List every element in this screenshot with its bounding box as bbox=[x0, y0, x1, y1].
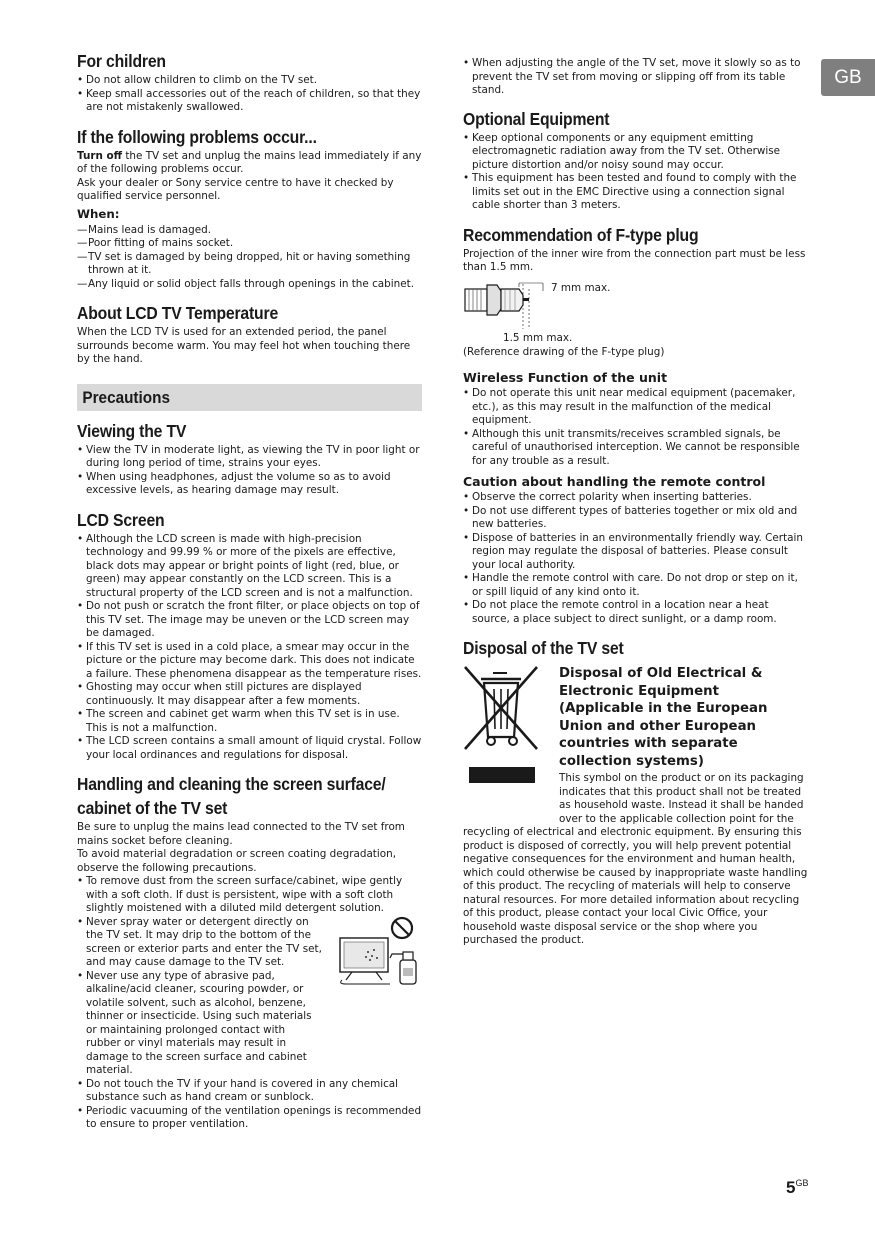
list-item: • To remove dust from the screen surface/cabinet, wipe gently with a soft cloth. If dust is persistent, wipe with a soft cloth slightly moistened with a diluted mild detergent solution. bbox=[77, 875, 422, 916]
section-handling bbox=[77, 773, 422, 1132]
list-item: • Handle the remote control with care. Do not drop or step on it, or spill liquid of any kind onto it. bbox=[463, 572, 808, 599]
list-item: • Periodic vacuuming of the ventilation openings is recommended to ensure to proper ventilation. bbox=[77, 1105, 422, 1132]
section-problems bbox=[77, 126, 422, 292]
section-lcd-screen bbox=[77, 509, 422, 763]
list-item: • Never spray water or detergent directly on the TV set. It may drip to the bottom of the screen or exterior parts and enter the TV set, and may cause damage to the TV set. bbox=[77, 916, 422, 970]
ftype-text: Projection of the inner wire from the connection part must be less than 1.5 mm. bbox=[463, 247, 806, 273]
page-number-value: 5 bbox=[786, 1178, 796, 1197]
section-optional bbox=[463, 108, 808, 213]
disposal-block bbox=[463, 665, 808, 826]
heading-lcd-screen: LCD Screen bbox=[77, 509, 165, 530]
list-item: • When using headphones, adjust the volume so as to avoid excessive levels, as hearing damage may result. bbox=[77, 471, 422, 498]
section-angle bbox=[463, 57, 808, 98]
list-item: • Do not operate this unit near medical equipment (pacemaker, etc.), as this may result in the malfunction of the medical equipment. bbox=[463, 387, 808, 428]
list-item: • Although this unit transmits/receives scrambled signals, be careful of unauthorised interception. We cannot be responsible for any trouble as a result. bbox=[463, 428, 808, 469]
heading-viewing: Viewing the TV bbox=[77, 420, 187, 441]
disposal-text2: recycling of electrical and electronic equipment. By ensuring this product is disposed of correctly, you will help prevent potential negative consequences for the environment and human health, which could otherwise be caused by inappropriate waste handling of this product. The recycling of materials will help to conserve natural resources. For more detailed information about recycling of this product, please contact your local Civic Office, your household waste disposal service or the shop where you purchased the product. bbox=[463, 826, 808, 946]
when-label: When: bbox=[77, 206, 120, 221]
lcd-temperature-text: When the LCD TV is used for an extended period, the panel surrounds become warm. You may feel hot when touching there by the hand. bbox=[77, 326, 411, 365]
list-item: — Any liquid or solid object falls through openings in the cabinet. bbox=[77, 278, 422, 292]
turn-off-label: Turn off bbox=[77, 149, 123, 162]
heading-handling-line2: cabinet of the TV set bbox=[77, 798, 228, 818]
section-remote bbox=[463, 474, 808, 626]
list-item: • Do not push or scratch the front filter, or place objects on top of this TV set. The image may be uneven or the LCD screen may be damaged. bbox=[77, 600, 422, 641]
ftype-diagram bbox=[463, 279, 808, 345]
heading-for-children: For children bbox=[77, 51, 166, 71]
handling-intro2: To avoid material degradation or screen coating degradation, observe the following precautions. bbox=[77, 848, 397, 874]
list-item: • Do not touch the TV if your hand is covered in any chemical substance such as hand cream or sunblock. bbox=[77, 1078, 422, 1105]
ftype-caption: (Reference drawing of the F-type plug) bbox=[463, 345, 665, 358]
right-column bbox=[463, 57, 808, 959]
language-tab: GB bbox=[821, 59, 875, 96]
list-item: • Ghosting may occur when still pictures are displayed continuously. It may disappear after a few moments. bbox=[77, 681, 422, 708]
list-item: • The LCD screen contains a small amount of liquid crystal. Follow your local ordinances and regulations for disposal. bbox=[77, 735, 422, 762]
precautions-band bbox=[77, 384, 422, 411]
left-column bbox=[77, 50, 422, 1143]
list-item: • Never use any type of abrasive pad, alkaline/acid cleaner, scouring powder, or volatile solvent, such as alcohol, benzene, thinner or insecticide. Using such materials or maintaining prolonged contact with rubber or vinyl materials may result in damage to the screen surface and cabinet material. bbox=[77, 970, 422, 1078]
heading-lcd-temperature: About LCD TV Temperature bbox=[77, 303, 279, 323]
precautions-title: Precautions bbox=[82, 387, 170, 407]
list-item: • Do not allow children to climb on the TV set. bbox=[77, 74, 422, 88]
section-disposal bbox=[463, 637, 808, 948]
heading-remote: Caution about handling the remote control bbox=[463, 474, 766, 489]
list-item: • View the TV in moderate light, as viewing the TV in poor light or during long period of time, strains your eyes. bbox=[77, 444, 422, 471]
problems-lead bbox=[77, 150, 422, 177]
handling-intro1: Be sure to unplug the mains lead connected to the TV set from mains socket before cleaning. bbox=[77, 821, 405, 847]
page-number-suffix: GB bbox=[795, 1178, 809, 1188]
heading-disposal: Disposal of the TV set bbox=[463, 638, 624, 658]
disposal-text1: This symbol on the product or on its packaging indicates that this product shall not be treated as household waste. Instead it shall be handed over to the applicable collection point for the bbox=[559, 772, 804, 825]
section-viewing bbox=[77, 420, 422, 498]
heading-handling-line1: Handling and cleaning the screen surface/ bbox=[77, 774, 386, 794]
list-item: • Dispose of batteries in an environmentally friendly way. Certain region may regulate the disposal of batteries. Please consult your local authority. bbox=[463, 532, 808, 573]
list-item: • Observe the correct polarity when inserting batteries. bbox=[463, 491, 808, 505]
list-item: • This equipment has been tested and found to comply with the limits set out in the EMC Directive using a connection signal cable shorter than 3 meters. bbox=[463, 172, 808, 213]
list-item: • When adjusting the angle of the TV set, move it slowly so as to prevent the TV set from moving or slipping off from its table stand. bbox=[463, 57, 808, 98]
ftype-7mm-label: 7 mm max. bbox=[551, 281, 611, 294]
heading-optional: Optional Equipment bbox=[463, 108, 610, 129]
section-lcd-temperature bbox=[77, 302, 422, 367]
list-item: • Do not use different types of batteries together or mix old and new batteries. bbox=[463, 505, 808, 532]
section-wireless bbox=[463, 370, 808, 468]
problems-lead2: Ask your dealer or Sony service centre to have it checked by qualified service personnel. bbox=[77, 176, 394, 202]
list-item: • Do not place the remote control in a location near a heat source, a place subject to direct sunlight, or a damp room. bbox=[463, 599, 808, 626]
ftype-plug-icon bbox=[463, 279, 553, 331]
list-item: • Although the LCD screen is made with high-precision technology and 99.99 % or more of the pixels are effective, black dots may appear or bright points of light (red, blue, or green) may appear constantly on the LCD screen. This is a structural property of the LCD screen and is not a malfunction. bbox=[77, 533, 422, 601]
heading-problems: If the following problems occur... bbox=[77, 126, 317, 147]
list-item: — Poor fitting of mains socket. bbox=[77, 237, 422, 251]
page-number bbox=[786, 1178, 808, 1198]
ftype-15mm-label: 1.5 mm max. bbox=[503, 331, 573, 344]
crossed-bin-icon bbox=[463, 665, 539, 783]
section-for-children bbox=[77, 50, 422, 115]
heading-ftype: Recommendation of F-type plug bbox=[463, 224, 699, 245]
disposal-subtitle: Disposal of Old Electrical & Electronic Equipment (Applicable in the European Union and other European countries with separate collection systems) bbox=[559, 666, 768, 769]
list-item: • The screen and cabinet get warm when this TV set is in use. This is not a malfunction. bbox=[77, 708, 422, 735]
problems-lead-text: the TV set and unplug the mains lead immediately if any of the following problems occur. bbox=[77, 149, 422, 175]
spray-warning-block bbox=[77, 916, 422, 1132]
list-item: — TV set is damaged by being dropped, hit or having something thrown at it. bbox=[77, 251, 422, 278]
list-item: • Keep optional components or any equipment emitting electromagnetic radiation away from the TV set. Otherwise picture distortion and/or noisy sound may occur. bbox=[463, 132, 808, 173]
list-item: • Keep small accessories out of the reach of children, so that they are not mistakenly swallowed. bbox=[77, 88, 422, 115]
list-item: • If this TV set is used in a cold place, a smear may occur in the picture or the picture may become dark. This does not indicate a failure. These phenomena disappear as the temperature rises. bbox=[77, 641, 422, 682]
heading-wireless: Wireless Function of the unit bbox=[463, 370, 668, 385]
list-item: — Mains lead is damaged. bbox=[77, 224, 422, 238]
section-ftype bbox=[463, 224, 808, 360]
